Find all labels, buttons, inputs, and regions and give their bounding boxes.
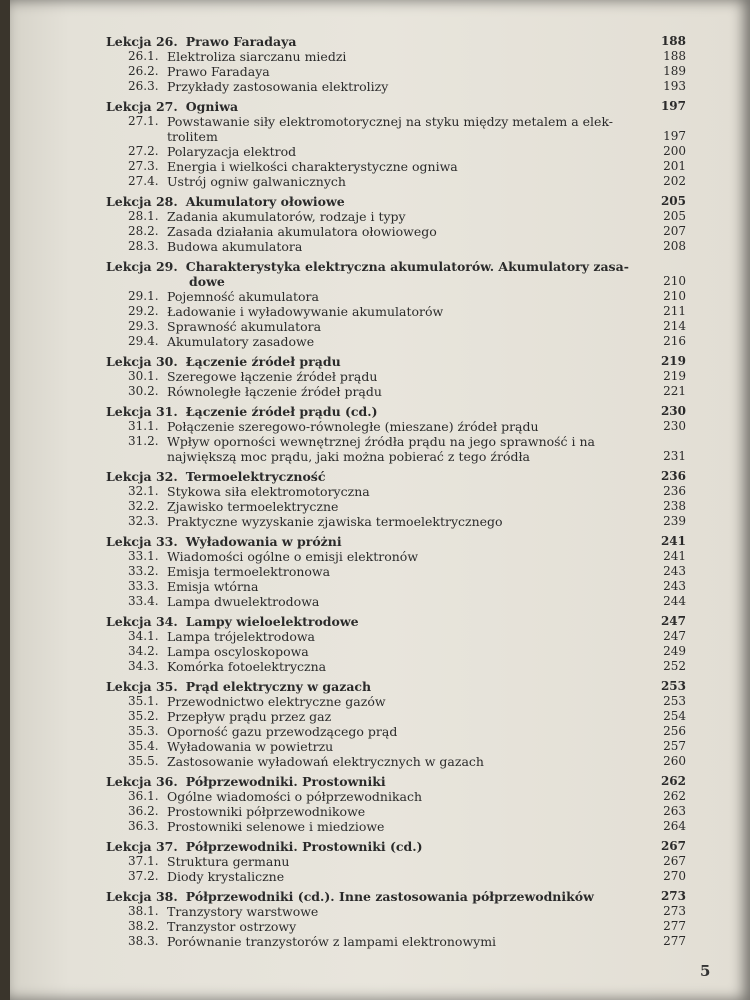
section-title: Ładowanie i wyładowywanie akumulatorów	[167, 304, 444, 319]
section-title: Lampa dwuelektrodowa	[167, 594, 320, 609]
page-ref: 243	[663, 564, 686, 578]
page-ref: 243	[663, 579, 686, 593]
lesson-label: Lekcja 32.	[106, 469, 178, 484]
lesson-label: Lekcja 28.	[106, 194, 178, 209]
page-ref: 201	[663, 159, 686, 173]
section-title: Ogólne wiadomości o półprzewodnikach	[167, 789, 423, 804]
section-number: 37.2.	[128, 869, 159, 883]
section-title: Lampa trójelektrodowa	[167, 629, 316, 644]
section-title: Komórka fotoelektryczna	[167, 659, 327, 674]
section-title: Budowa akumulatora	[167, 239, 303, 254]
section-title: Prawo Faradaya	[167, 64, 270, 79]
lesson-heading	[106, 354, 341, 369]
section-number: 38.3.	[128, 934, 159, 948]
toc-section-row	[96, 174, 686, 189]
page-ref: 189	[663, 64, 686, 78]
section-title: Ustrój ogniw galwanicznych	[167, 174, 346, 189]
page-ref: 253	[660, 679, 686, 693]
page-ref: 205	[660, 194, 686, 208]
lesson-label: Lekcja 35.	[106, 679, 178, 694]
lesson-label: Lekcja 27.	[106, 99, 178, 114]
section-number: 37.1.	[128, 854, 159, 868]
section-title: Porównanie tranzystorów z lampami elektronowymi	[167, 934, 497, 949]
toc-section-row	[96, 499, 686, 514]
table-of-contents	[96, 34, 686, 949]
section-title: Struktura germanu	[167, 854, 290, 869]
section-number: 27.3.	[128, 159, 159, 173]
section-title: Zastosowanie wyładowań elektrycznych w gazach	[167, 754, 484, 769]
page-ref: 210	[663, 289, 686, 303]
toc-section-row	[96, 224, 686, 239]
toc-section-row	[96, 919, 686, 934]
section-title: Wyładowania w powietrzu	[167, 739, 334, 754]
toc-section-row	[96, 724, 686, 739]
lesson-heading	[106, 99, 238, 114]
section-number: 33.4.	[128, 594, 159, 608]
page-ref: 254	[663, 709, 686, 723]
toc-section-row	[96, 754, 686, 769]
toc-section-row	[96, 289, 686, 304]
toc-section-row	[96, 644, 686, 659]
section-title: Emisja wtórna	[167, 579, 259, 594]
section-number: 26.1.	[128, 49, 159, 63]
toc-lesson-row	[96, 34, 686, 49]
lesson-label: Lekcja 29.	[106, 259, 178, 274]
page-ref: 207	[663, 224, 686, 238]
toc-lesson-row	[96, 679, 686, 694]
page-ref: 262	[660, 774, 686, 788]
page-ref: 239	[663, 514, 686, 528]
section-number: 26.2.	[128, 64, 159, 78]
lesson-label: Lekcja 38.	[106, 889, 178, 904]
page-ref: 273	[660, 889, 686, 903]
lesson-title: Półprzewodniki (cd.). Inne zastosowania półprzewodników	[185, 889, 594, 904]
toc-section-row	[96, 594, 686, 609]
section-title: Lampa oscyloskopowa	[167, 644, 309, 659]
section-number: 38.1.	[128, 904, 159, 918]
toc-section-row	[96, 334, 686, 349]
page-ref: 253	[663, 694, 686, 708]
toc-section-row	[96, 694, 686, 709]
page-ref: 241	[663, 549, 686, 563]
lesson-heading	[106, 889, 594, 904]
section-title: Równoległe łączenie źródeł prądu	[167, 384, 382, 399]
section-title: Połączenie szeregowo-równoległe (mieszane) źródeł prądu	[167, 419, 539, 434]
section-number: 31.1.	[128, 419, 159, 433]
section-title: Emisja termoelektronowa	[167, 564, 331, 579]
section-number: 34.2.	[128, 644, 159, 658]
toc-section-row	[96, 239, 686, 254]
toc-section-row	[96, 709, 686, 724]
toc-section-row	[96, 549, 686, 564]
lesson-label: Lekcja 30.	[106, 354, 178, 369]
page-ref: 267	[660, 839, 686, 853]
section-title: Szeregowe łączenie źródeł prądu	[167, 369, 378, 384]
toc-section-row	[96, 804, 686, 819]
toc-section-row	[96, 369, 686, 384]
section-title: Akumulatory zasadowe	[167, 334, 315, 349]
lesson-heading	[106, 404, 378, 419]
section-title: Prostowniki selenowe i miedziowe	[167, 819, 385, 834]
section-title: Praktyczne wyzyskanie zjawiska termoelektrycznego	[167, 514, 503, 529]
toc-lesson-continuation	[96, 274, 686, 289]
section-number: 29.2.	[128, 304, 159, 318]
page-ref: 205	[663, 209, 686, 223]
toc-section-row	[96, 114, 686, 129]
section-number: 31.2.	[128, 434, 159, 448]
section-title: Pojemność akumulatora	[167, 289, 319, 304]
lesson-title: Łączenie źródeł prądu (cd.)	[185, 404, 378, 419]
page-ref: 236	[663, 484, 686, 498]
section-title: Sprawność akumulatora	[167, 319, 322, 334]
section-number: 32.3.	[128, 514, 159, 528]
section-title: Stykowa siła elektromotoryczna	[167, 484, 370, 499]
lesson-title: Akumulatory ołowiowe	[185, 194, 345, 209]
lesson-title: Łączenie źródeł prądu	[185, 354, 341, 369]
page-ref: 247	[663, 629, 686, 643]
lesson-title: Prąd elektryczny w gazach	[185, 679, 372, 694]
page-ref: 193	[663, 79, 686, 93]
section-number: 36.3.	[128, 819, 159, 833]
toc-lesson-row	[96, 889, 686, 904]
section-number: 35.5.	[128, 754, 159, 768]
section-title-continuation: największą moc prądu, jaki można pobierać z tego źródła	[167, 449, 530, 464]
section-title: Przepływ prądu przez gaz	[167, 709, 332, 724]
page-ref: 230	[663, 419, 686, 433]
toc-lesson-row	[96, 259, 686, 274]
toc-section-row	[96, 304, 686, 319]
toc-section-row	[96, 819, 686, 834]
section-title: Wiadomości ogólne o emisji elektronów	[167, 549, 419, 564]
section-title: Energia i wielkości charakterystyczne ogniwa	[167, 159, 458, 174]
section-number: 32.2.	[128, 499, 159, 513]
toc-section-row	[96, 904, 686, 919]
page-ref: 219	[663, 369, 686, 383]
page-ref: 263	[663, 804, 686, 818]
section-number: 30.1.	[128, 369, 159, 383]
lesson-title: Ogniwa	[185, 99, 239, 114]
page-ref: 202	[663, 174, 686, 188]
lesson-label: Lekcja 37.	[106, 839, 178, 854]
section-number: 33.1.	[128, 549, 159, 563]
lesson-heading	[106, 774, 386, 789]
toc-lesson-row	[96, 614, 686, 629]
section-title: Elektroliza siarczanu miedzi	[167, 49, 347, 64]
toc-lesson-row	[96, 534, 686, 549]
page-ref: 277	[663, 919, 686, 933]
toc-section-row	[96, 659, 686, 674]
page-ref: 252	[663, 659, 686, 673]
section-title: Tranzystory warstwowe	[167, 904, 319, 919]
toc-section-continuation	[96, 129, 686, 144]
lesson-heading	[106, 259, 629, 274]
page-ref: 219	[660, 354, 686, 368]
toc-section-continuation	[96, 449, 686, 464]
toc-section-row	[96, 419, 686, 434]
section-number: 36.2.	[128, 804, 159, 818]
section-number: 35.4.	[128, 739, 159, 753]
section-title: Diody krystaliczne	[167, 869, 285, 884]
page-ref: 241	[660, 534, 686, 548]
section-number: 30.2.	[128, 384, 159, 398]
book-page	[10, 0, 750, 1000]
toc-section-row	[96, 64, 686, 79]
toc-section-row	[96, 789, 686, 804]
page-ref: 262	[663, 789, 686, 803]
section-number: 28.2.	[128, 224, 159, 238]
page-ref: 188	[660, 34, 686, 48]
toc-section-row	[96, 484, 686, 499]
section-title: Prostowniki półprzewodnikowe	[167, 804, 366, 819]
page-ref: 270	[663, 869, 686, 883]
toc-lesson-row	[96, 99, 686, 114]
toc-section-row	[96, 209, 686, 224]
section-number: 27.2.	[128, 144, 159, 158]
toc-lesson-row	[96, 354, 686, 369]
section-title: Polaryzacja elektrod	[167, 144, 297, 159]
toc-section-row	[96, 629, 686, 644]
toc-lesson-row	[96, 839, 686, 854]
toc-section-row	[96, 434, 686, 449]
page-ref: 197	[663, 129, 686, 143]
toc-lesson-row	[96, 469, 686, 484]
page-ref: 197	[660, 99, 686, 113]
page-ref: 211	[663, 304, 686, 318]
page-ref: 247	[660, 614, 686, 628]
lesson-heading	[106, 34, 296, 49]
lesson-label: Lekcja 26.	[106, 34, 178, 49]
page-ref: 249	[663, 644, 686, 658]
section-title: Oporność gazu przewodzącego prąd	[167, 724, 398, 739]
page-ref: 244	[663, 594, 686, 608]
toc-section-row	[96, 564, 686, 579]
toc-lesson-row	[96, 194, 686, 209]
lesson-title: Półprzewodniki. Prostowniki	[185, 774, 386, 789]
section-number: 34.3.	[128, 659, 159, 673]
toc-section-row	[96, 144, 686, 159]
section-number: 35.1.	[128, 694, 159, 708]
toc-section-row	[96, 79, 686, 94]
page-ref: 236	[660, 469, 686, 483]
toc-section-row	[96, 579, 686, 594]
toc-section-row	[96, 934, 686, 949]
page-ref: 214	[663, 319, 686, 333]
page-ref: 230	[660, 404, 686, 418]
section-title: Zasada działania akumulatora ołowiowego	[167, 224, 437, 239]
page-ref: 257	[663, 739, 686, 753]
page-ref: 216	[663, 334, 686, 348]
section-number: 38.2.	[128, 919, 159, 933]
lesson-title: Prawo Faradaya	[185, 34, 297, 49]
section-title: Powstawanie siły elektromotorycznej na styku między metalem a elek-	[167, 114, 614, 129]
page-ref: 260	[663, 754, 686, 768]
lesson-label: Lekcja 31.	[106, 404, 178, 419]
section-number: 33.2.	[128, 564, 159, 578]
section-number: 32.1.	[128, 484, 159, 498]
section-number: 26.3.	[128, 79, 159, 93]
toc-section-row	[96, 869, 686, 884]
section-number: 29.4.	[128, 334, 159, 348]
toc-section-row	[96, 319, 686, 334]
lesson-heading	[106, 679, 371, 694]
section-number: 29.3.	[128, 319, 159, 333]
section-title: Przykłady zastosowania elektrolizy	[167, 79, 389, 94]
lesson-title: Półprzewodniki. Prostowniki (cd.)	[185, 839, 423, 854]
lesson-title: Termoelektryczność	[185, 469, 326, 484]
page-number: 5	[700, 962, 711, 980]
page-ref: 221	[663, 384, 686, 398]
toc-section-row	[96, 854, 686, 869]
section-title: Tranzystor ostrzowy	[167, 919, 297, 934]
toc-section-row	[96, 49, 686, 64]
lesson-title-continuation: dowe	[189, 274, 225, 289]
section-number: 29.1.	[128, 289, 159, 303]
lesson-title: Wyładowania w próżni	[185, 534, 342, 549]
lesson-label: Lekcja 33.	[106, 534, 178, 549]
section-number: 27.4.	[128, 174, 159, 188]
section-number: 28.1.	[128, 209, 159, 223]
lesson-title: Charakterystyka elektryczna akumulatorów. Akumulatory zasa-	[185, 259, 629, 274]
page-ref: 277	[663, 934, 686, 948]
section-title: Wpływ oporności wewnętrznej źródła prądu na jego sprawność i na	[167, 434, 596, 449]
page-ref: 200	[663, 144, 686, 158]
toc-lesson-row	[96, 404, 686, 419]
lesson-heading	[106, 534, 342, 549]
toc-lesson-row	[96, 774, 686, 789]
section-title: Przewodnictwo elektryczne gazów	[167, 694, 386, 709]
page-ref: 231	[663, 449, 686, 463]
section-number: 36.1.	[128, 789, 159, 803]
lesson-heading	[106, 194, 345, 209]
page-ref: 210	[663, 274, 686, 288]
lesson-heading	[106, 469, 325, 484]
section-title: Zadania akumulatorów, rodzaje i typy	[167, 209, 406, 224]
page-ref: 238	[663, 499, 686, 513]
lesson-heading	[106, 614, 359, 629]
section-number: 27.1.	[128, 114, 159, 128]
section-number: 33.3.	[128, 579, 159, 593]
section-title: Zjawisko termoelektryczne	[167, 499, 339, 514]
section-title-continuation: trolitem	[167, 129, 218, 144]
section-number: 35.3.	[128, 724, 159, 738]
lesson-heading	[106, 839, 423, 854]
page-ref: 273	[663, 904, 686, 918]
toc-section-row	[96, 384, 686, 399]
toc-section-row	[96, 159, 686, 174]
lesson-label: Lekcja 36.	[106, 774, 178, 789]
toc-section-row	[96, 739, 686, 754]
lesson-label: Lekcja 34.	[106, 614, 178, 629]
page-ref: 188	[663, 49, 686, 63]
section-number: 35.2.	[128, 709, 159, 723]
page-ref: 264	[663, 819, 686, 833]
page-ref: 208	[663, 239, 686, 253]
lesson-title: Lampy wieloelektrodowe	[185, 614, 359, 629]
section-number: 34.1.	[128, 629, 159, 643]
page-ref: 267	[663, 854, 686, 868]
page-ref: 256	[663, 724, 686, 738]
toc-section-row	[96, 514, 686, 529]
section-number: 28.3.	[128, 239, 159, 253]
